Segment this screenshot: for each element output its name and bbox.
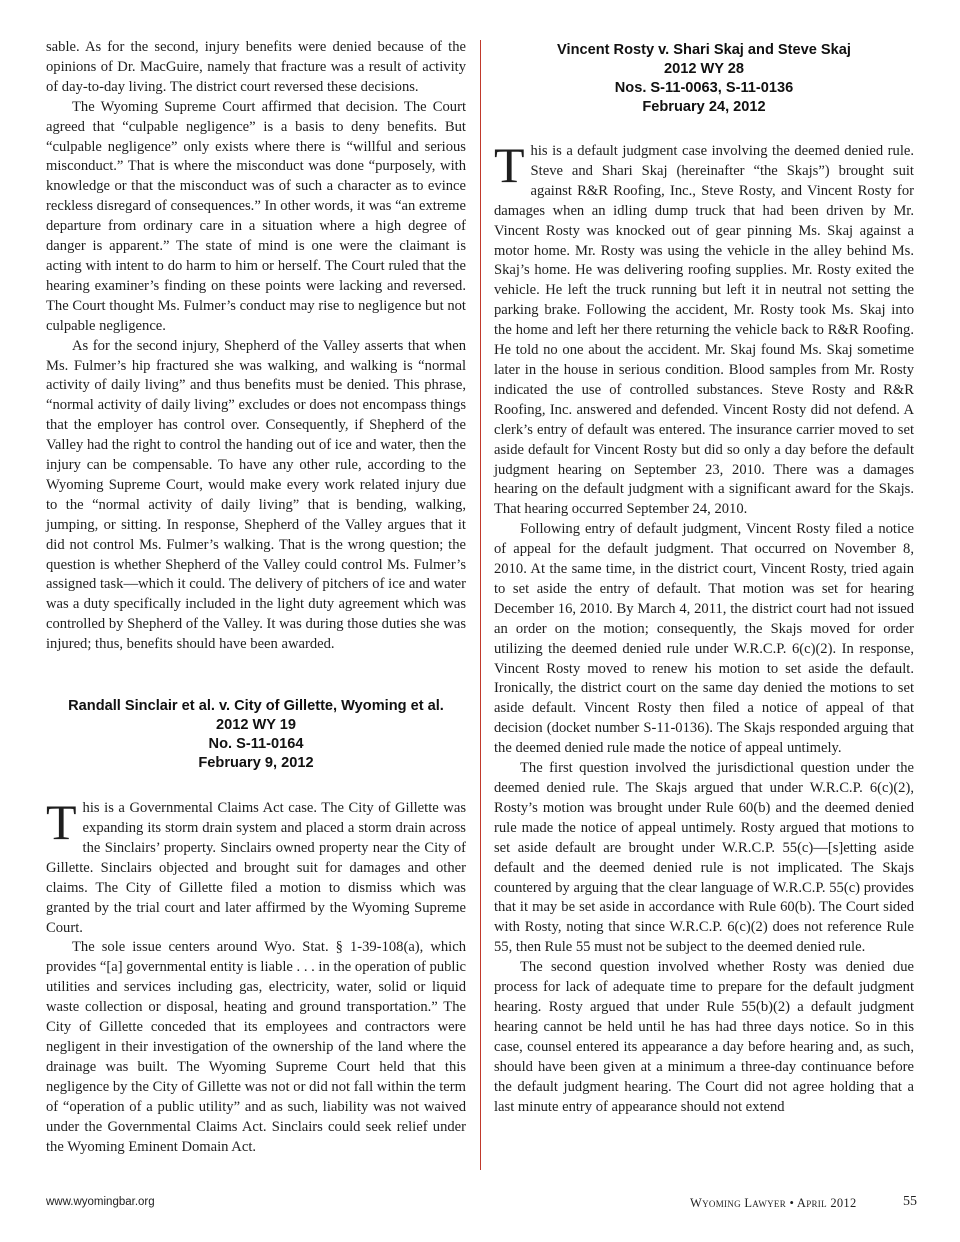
case-title: Randall Sinclair et al. v. City of Gillette, Wyoming et al. bbox=[68, 698, 444, 715]
case-docket: No. S-11-0164 bbox=[208, 736, 304, 753]
case-date: February 24, 2012 bbox=[642, 99, 766, 115]
case-title: Vincent Rosty v. Shari Skaj and Steve Skaj bbox=[557, 42, 851, 58]
case-heading-rosty bbox=[494, 41, 914, 117]
body-paragraph: As for the second injury, Shepherd of the Valley asserts that when Ms. Fulmer’s hip fractured she was walking, and walking is “normal activity of daily living” and thus benefits must be denied. This phrase, “normal activity of daily living” excludes or does not encompass things that the employer has control over. Consequently, if Shepherd of the Valley had the right to control the handing out of ice and water, then the injury can be compensable. To have any other rule, according to the Wyoming Supreme Court, would make every work related injury due to the “normal activity of daily living” that is bending, walking, jumping, or sitting. In response, Shepherd of the Valley argues that it did not control Ms. Fulmer’s walking. That is the wrong question; the question is whether Shepherd of the Valley could control Ms. Fulmer’s assigned task—which it could. The delivery of pitchers of ice and water was a duty specifically included in the light duty agreement which was controlled by Shepherd of the Valley. It was during those duties she was injured; thus, benefits should have been awarded. bbox=[46, 337, 466, 653]
body-paragraph: Following entry of default judgment, Vincent Rosty filed a notice of appeal for the default judgment. That occurred on November 8, 2010. At the same time, in the district court, Vincent Rosty, tried again to set aside the entry of default. That motion was set for hearing December 16, 2010. By March 4, 2011, the district court had not issued an order on the motion; consequently, the Skajs moved for order utilizing the deemed denied rule under W.R.C.P. 6(c)(2). In response, Vincent Rosty moved to renew his motion to set aside the default. Ironically, the district court on the same day denied the motions to set aside default. Vincent Rosty then filed a notice of appeal of that decision (docket number S-11-0136). The Skajs responded arguing that the deemed denied rule made the notice of appeal untimely. bbox=[494, 521, 914, 757]
drop-cap: T bbox=[494, 137, 525, 193]
drop-cap: T bbox=[46, 794, 77, 851]
column-divider bbox=[480, 40, 481, 1170]
footer-publication: Wyoming Lawyer • April 2012 bbox=[690, 1196, 857, 1210]
left-column bbox=[46, 38, 466, 1157]
case-date: February 9, 2012 bbox=[198, 755, 314, 772]
footer-url[interactable]: www.wyomingbar.org bbox=[46, 1196, 155, 1208]
case-heading-sinclair bbox=[46, 697, 466, 773]
body-paragraph: sable. As for the second, injury benefits were denied because of the opinions of Dr. MacGuire, namely that fracture was a result of activity of day-to-day living. The district court reversed these decisions. bbox=[46, 39, 466, 95]
case-citation: 2012 WY 19 bbox=[215, 717, 297, 734]
case-citation: 2012 WY 28 bbox=[663, 61, 745, 77]
body-paragraph: The Wyoming Supreme Court affirmed that decision. The Court agreed that “culpable negligence” is a basis to deny benefits. But “culpable negligence” only exists where there is “willful and serious misconduct.” That is where the misconduct was done “purposely, with knowledge or that the misconduct was of such a character as to evince reckless disregard of consequences.” In other words, it was “an extreme departure from ordinary care in a situation where a high degree of danger is apparent.” The state of mind is one were the claimant is acting with intent to do harm to him or herself. The Court ruled that the hearing examiner’s finding on these points were lacking and reversed. The Court thought Ms. Fulmer’s conduct may rise to negligence but not culpable negligence. bbox=[46, 98, 466, 334]
right-column bbox=[494, 38, 914, 1117]
body-paragraph: The second question involved whether Rosty was denied due process for lack of adequate time to prepare for the default judgment hearing. Rosty argued that under Rule 55(b)(2) a default judgment hearing cannot be held until he has had three days notice. So in this case, counsel entered its appearance a day before hearing and, as such, should have been given at a minimum a three-day continuance before the default judgment hearing. The Court did not agree holding that a last minute entry of appearance should not extend bbox=[494, 959, 914, 1115]
body-paragraph: The first question involved the jurisdictional question under the deemed denied rule. The Skajs argued that under W.R.C.P. 6(c)(2), Rosty’s motion was brought under Rule 60(b) and the deemed denied rule made the notice of appeal untimely. Rosty argued that motions to set aside default are brought under W.R.C.P. 55(c)—[s]etting aside default and the deemed denied rule is not implicated. The Skajs countered by arguing that the clear language of W.R.C.P. 55(c) provides that it may be set aside in accordance with Rule 60(b). The Court sided with Rosty, noting that since W.R.C.P. 6(c)(2) does not reference Rule 55, then Rule 55 must not be subject to the deemed denied rule. bbox=[494, 760, 914, 956]
page-number: 55 bbox=[903, 1194, 917, 1209]
case-docket: Nos. S-11-0063, S-11-0136 bbox=[614, 80, 794, 96]
body-paragraph: This is a default judgment case involving the deemed denied rule. Steve and Shari Skaj (hereinafter “the Skajs”) brought suit against R&R Roofing, Inc., Steve Rosty, and Vincent Rosty for damages when an idling dump truck that had been driven by Mr. Vincent Rosty was knocked out of gear pinning Ms. Skaj against a motor home. Mr. Rosty was using the vehicle in the alley behind Ms. Skaj’s home. He was delivering roofing supplies. Mr. Rosty exited the vehicle. He left the truck running but left it in neutral not setting the parking brake. Following the accident, Mr. Rosty took Ms. Skaj into the home and left her there returning the vehicle back to R&R Roofing. He told no one about the accident. Mr. Skaj found Ms. Skaj sometime later in the house in serious condition. Blood samples from Mr. Rosty indicated the use of controlled substances. Steve Rosty and R&R Roofing, Inc. answered and defended. Vincent Rosty did not defend. A clerk’s entry of default was entered. The insurance carrier moved to set aside default for Vincent Rosty but did so only a day before the default judgment hearing on September 23, 2010. There was a damages hearing on the default judgment with a significant award for the Skajs. That hearing occurred September 24, 2010. bbox=[494, 137, 914, 518]
body-paragraph: The sole issue centers around Wyo. Stat. § 1-39-108(a), which provides “[a] governmental entity is liable . . . in the operation of public utilities and services including gas, electricity, water, solid or liquid waste collection or disposal, heating and ground transportation.” The City of Gillette conceded that its employees and contractors were negligent in their investigation of the ownership of the land where the drainage was built. The Wyoming Supreme Court held that this negligence by the City of Gillette was not or did not fall within the term of “operation of a public utility” and as such, liability was not waived under the Governmental Claims Act. Sinclairs could seek relief under the Wyoming Eminent Domain Act. bbox=[46, 939, 466, 1155]
body-paragraph: This is a Governmental Claims Act case. The City of Gillette was expanding its storm drain system and placed a storm drain across the Sinclairs’ property. Sinclairs owned property near the City of Gillette. Sinclairs objected and brought suit for damages and other claims. The City of Gillette filed a motion to dismiss which was granted by the trial court and later affirmed by the Wyoming Supreme Court. bbox=[46, 794, 466, 936]
